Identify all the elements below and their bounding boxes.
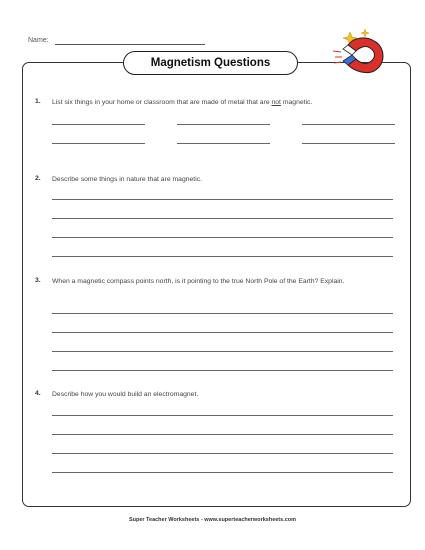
answer-line[interactable]	[302, 124, 395, 125]
question-1-text	[52, 98, 362, 108]
answer-line[interactable]	[52, 143, 145, 144]
answer-line[interactable]	[52, 218, 393, 219]
answer-line[interactable]	[52, 237, 393, 238]
answer-line[interactable]	[52, 332, 393, 333]
answer-line[interactable]	[52, 124, 145, 125]
page-title	[123, 51, 298, 75]
question-1-number: 1.	[35, 98, 41, 105]
question-2-text: Describe some things in nature that are magnetic.	[52, 176, 202, 183]
answer-line[interactable]	[52, 472, 393, 473]
question-2-number: 2.	[35, 175, 41, 182]
horseshoe-magnet-icon	[330, 27, 388, 77]
question-3-number: 3.	[35, 277, 41, 284]
name-label: Name:	[28, 37, 49, 44]
answer-line[interactable]	[52, 256, 393, 257]
question-4-number: 4.	[35, 390, 41, 397]
answer-line[interactable]	[52, 434, 393, 435]
question-1-text-underlined: not	[271, 99, 281, 106]
answer-line[interactable]	[177, 124, 270, 125]
answer-line[interactable]	[52, 370, 393, 371]
question-4-text: Describe how you would build an electromagnet.	[52, 391, 199, 398]
name-field[interactable]	[55, 44, 205, 45]
question-3-text: When a magnetic compass points north, is it pointing to the true North Pole of the Earth? Explain.	[52, 278, 345, 285]
question-1-text-after: magnetic.	[280, 99, 313, 106]
answer-line[interactable]	[52, 313, 393, 314]
page-title-text: Magnetism Questions	[150, 57, 271, 69]
question-1-text-before: List six things in your home or classroom that are made of metal that are	[52, 99, 272, 106]
answer-line[interactable]	[177, 143, 270, 144]
answer-line[interactable]	[52, 351, 393, 352]
answer-line[interactable]	[52, 415, 393, 416]
answer-line[interactable]	[52, 199, 393, 200]
footer-credit: Super Teacher Worksheets - www.superteacherworksheets.com	[128, 517, 297, 523]
answer-line[interactable]	[52, 453, 393, 454]
title-connector-right	[298, 62, 323, 63]
answer-line[interactable]	[302, 143, 395, 144]
